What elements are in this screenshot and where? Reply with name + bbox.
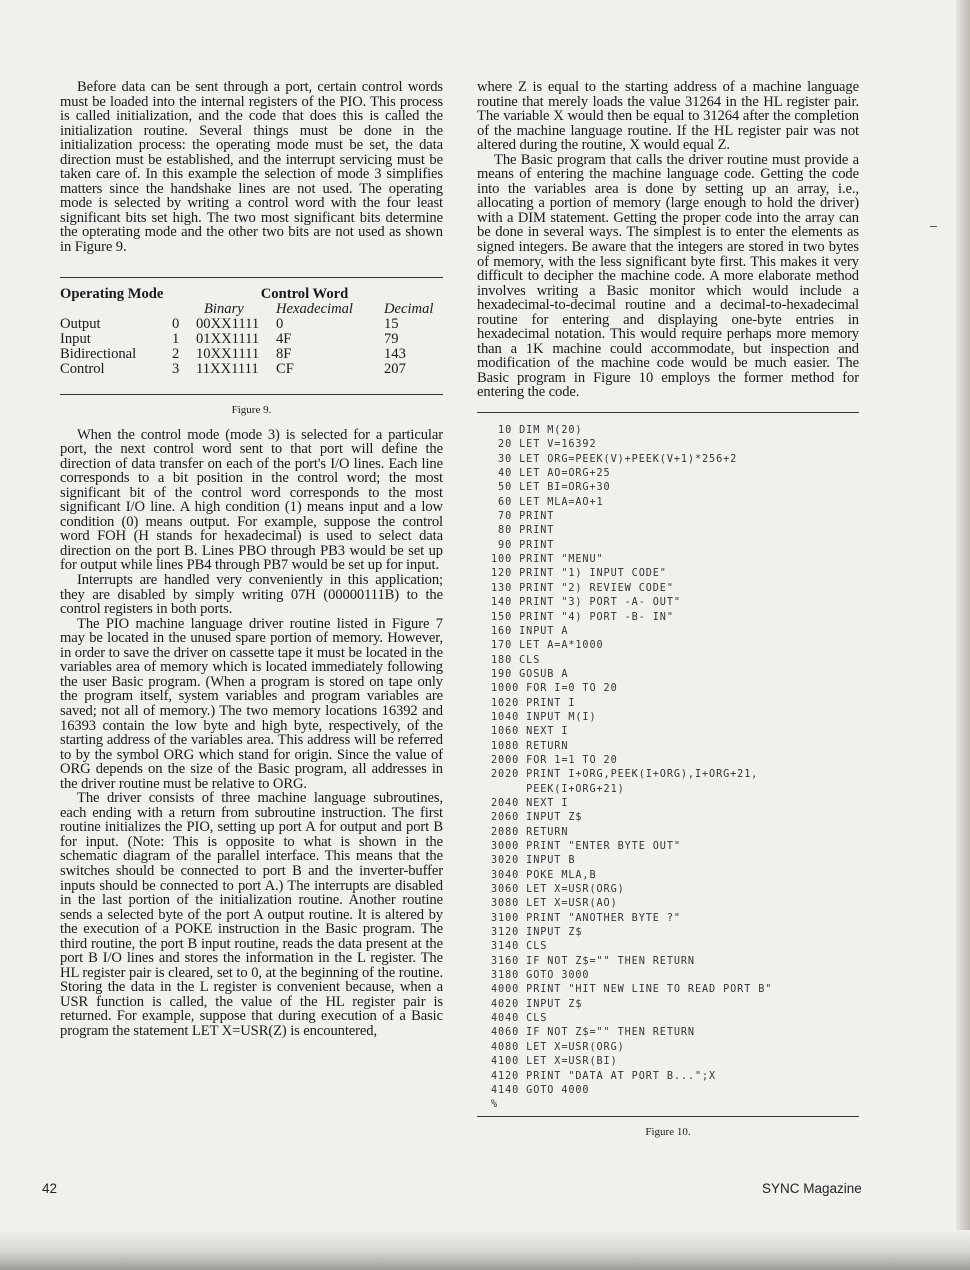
cell-num: 2 [172, 345, 180, 362]
operating-mode-table [60, 287, 443, 377]
subheader-decimal: Decimal [384, 300, 434, 317]
listing-line: 10 DIM M(20) [491, 425, 583, 437]
listing-line: 4080 LET X=USR(ORG) [491, 1041, 625, 1053]
table-row [60, 362, 443, 377]
listing-line: 60 LET MLA=AO+1 [491, 496, 604, 508]
figure-9-caption: Figure 9. [231, 403, 272, 416]
figure-10-caption: Figure 10. [645, 1125, 691, 1138]
subheader-hexadecimal: Hexadecimal [276, 300, 353, 317]
paragraph-control-mode: When the control mode (mode 3) is selected for a particular port, the next control word sent to that port will define the direction of data transfer on each of the port's I/O lines. Each line corresponds to a bit position in the control word; the most significant bit of the control word corresponds to the most significant I/O line. A high condition (1) means input and a low condition (0) means output. For example, suppose the control word FOH (H stands for hexadecimal) is used to select data direction on the port B. Lines PBO through PB3 would be set up for output while lines PB4 through PB7 would be set up for input. [60, 426, 443, 574]
cell-decimal: 207 [384, 360, 406, 377]
cell-hex: 8F [276, 345, 292, 362]
paragraph-interrupts: Interrupts are handled very conveniently in this application; they are disabled by simply writing 07H (00000111B) to the control registers in both ports. [60, 572, 443, 618]
page-edge-shadow [956, 0, 970, 1270]
cell-binary: 00XX1111 [196, 315, 260, 332]
listing-line: 2000 FOR 1=1 TO 20 [491, 754, 618, 766]
listing-line: 3040 POKE MLA,B [491, 869, 597, 881]
cell-num: 3 [172, 360, 180, 377]
cell-decimal: 79 [384, 330, 399, 347]
listing-line: 3000 PRINT "ENTER BYTE OUT" [491, 841, 681, 852]
right-column [477, 80, 859, 1138]
cell-binary: 11XX1111 [196, 360, 259, 377]
listing-line: 3020 INPUT B [491, 855, 576, 867]
cell-num: 1 [172, 330, 180, 347]
subheader-binary: Binary [204, 300, 244, 317]
listing-line: PEEK(I+ORG+21) [491, 783, 625, 795]
paragraph-initialization: Before data can be sent through a port, certain control words must be loaded into the internal registers of the PIO. This process is called initialization, and the code that does this is called the initialization routine. Several things must be done in the initialization process: the operating mode must be set, the data direction must be established, and the interrupt servicing must be taken care of. In this example the selection of mode 3 simplifies matters since the handshake lines are not used. The operating mode is selected by writing a control word with the four least significant bits set high. The two most significant bits determine the opterating mode and the other two bits are not used as shown in Figure 9. [60, 79, 443, 256]
table-top-rule [60, 277, 443, 278]
listing-line: 1040 INPUT M(I) [491, 711, 597, 723]
cell-mode: Input [60, 330, 91, 347]
listing-line: 4120 PRINT "DATA AT PORT B...";X [491, 1070, 717, 1082]
cell-hex: CF [276, 360, 294, 377]
header-operating-mode: Operating Mode [60, 285, 164, 302]
listing-line: 180 CLS [491, 654, 541, 666]
listing-line: 4000 PRINT "HIT NEW LINE TO READ PORT B" [491, 984, 773, 996]
cell-binary: 10XX1111 [196, 345, 260, 362]
listing-line: 80 PRINT [491, 525, 555, 537]
listing-line: 2020 PRINT I+ORG,PEEK(I+ORG),I+ORG+21, [491, 769, 759, 781]
cell-mode: Output [60, 315, 101, 332]
table-bottom-rule [60, 394, 443, 395]
listing-bottom-rule [477, 1116, 859, 1117]
page-bottom-shadow [0, 1230, 970, 1270]
cell-binary: 01XX1111 [196, 330, 260, 347]
listing-top-rule [477, 412, 859, 413]
listing-line: 2040 NEXT I [491, 797, 569, 809]
listing-line: 4100 LET X=USR(BI) [491, 1056, 618, 1068]
table-row [60, 347, 443, 362]
listing-line: 50 LET BI=ORG+30 [491, 482, 611, 494]
listing-line: 120 PRINT "1) INPUT CODE" [491, 568, 667, 580]
listing-line: 150 PRINT "4) PORT -B- IN" [491, 611, 674, 623]
paragraph-driver-location: The PIO machine language driver routine listed in Figure 7 may be located in the unused spare portion of memory. However, in order to save the driver on cassette tape it must be located in the variables area of memory which is located immediately following the user Basic program. (When a program is stored on tape only the program itself, system variables and program variables are saved; not all of memory.) The two memory locations 16392 and 16393 contain the low byte and high byte, respectively, of the starting address of the variables area. This address will be referred to by the symbol ORG which stand for origin. Since the value of ORG depends on the size of the Basic program, all addresses in the driver routine must be relative to ORG. [60, 615, 443, 792]
cell-decimal: 15 [384, 315, 399, 332]
listing-line: 3160 IF NOT Z$="" THEN RETURN [491, 955, 695, 967]
cell-decimal: 143 [384, 345, 406, 362]
listing-line: % [491, 1099, 499, 1111]
cell-num: 0 [172, 315, 180, 332]
listing-line: 160 INPUT A [491, 625, 569, 637]
basic-program-listing [477, 424, 859, 1113]
paragraph-usr-example: where Z is equal to the starting address of a machine language routine that merely loads the value 31264 in the HL register pair. The variable X would then be equal to 31264 after the completion of the machine language routine. If the HL register pair was not altered during the routine, X would equal Z. [477, 79, 859, 154]
listing-line: 100 PRINT "MENU" [491, 554, 604, 566]
cell-hex: 4F [276, 330, 292, 347]
cell-mode: Bidirectional [60, 345, 137, 362]
table-header-row [60, 287, 443, 302]
cell-hex: 0 [276, 315, 284, 332]
listing-line: 4060 IF NOT Z$="" THEN RETURN [491, 1027, 695, 1039]
listing-line: 4020 INPUT Z$ [491, 998, 583, 1010]
listing-line: 130 PRINT "2) REVIEW CODE" [491, 582, 674, 594]
table-subheader-row [60, 302, 443, 317]
listing-line: 2060 INPUT Z$ [491, 812, 583, 824]
listing-line: 3100 PRINT "ANOTHER BYTE ?" [491, 912, 681, 924]
header-control-word: Control Word [260, 285, 349, 302]
listing-line: 3120 INPUT Z$ [491, 927, 583, 939]
listing-line: 3140 CLS [491, 941, 548, 953]
paragraph-driver-subroutines: The driver consists of three machine language subroutines, each ending with a return from subroutine instruction. The first routine initializes the PIO, setting up port A for output and port B for input. (Note: This is opposite to what is shown in the schematic diagram of the parallel interface. This means that the switches should be connected to port B and the inverter-buffer inputs should be connected to port A.) The interrupts are disabled in the last portion of the initialization routine. Another routine sends a selected byte of the port A output routine. It is altered by the execution of a POKE instruction in the Basic program. The third routine, the port B input routine, reads the data present at the port B I/O lines and stores the information in the L register. The HL register pair is cleared, set to 0, at the beginning of the routine. Storing the data in the L register is convenient because, when a USR function is called, the value of the HL register pair is returned. For example, suppose that during execution of a Basic program the statement LET X=USR(Z) is encountered, [60, 790, 443, 1039]
listing-line: 90 PRINT [491, 539, 555, 551]
table-row [60, 317, 443, 332]
listing-line: 30 LET ORG=PEEK(V)+PEEK(V+1)*256+2 [491, 453, 738, 465]
listing-line: 170 LET A=A*1000 [491, 640, 604, 652]
listing-line: 140 PRINT "3) PORT -A- OUT" [491, 597, 681, 609]
listing-line: 70 PRINT [491, 511, 555, 523]
cell-mode: Control [60, 360, 105, 377]
listing-line: 1080 RETURN [491, 740, 569, 752]
page-number: 42 [42, 1181, 58, 1196]
listing-line: 190 GOSUB A [491, 668, 569, 680]
listing-line: 1060 NEXT I [491, 726, 569, 738]
paragraph-basic-program: The Basic program that calls the driver routine must provide a means of entering the machine language code. Getting the code into the variables area is done by setting up an array, i.e., allocating a portion of memory (large enough to hold the driver) with a DIM statement. Getting the proper code into the array can be done in several ways. The simplest is to enter the elements as signed integers. Be aware that the integers are stored in two bytes of memory, with the less significant byte first. This makes it very difficult to decipher the machine code. A more elaborate method involves writing a Basic monitor which would include a hexadecimal-to-decimal routine and a decimal-to-hexadecimal routine for entering and displaying one-byte entries in hexadecimal notation. This would require perhaps more memory than a 1K machine could accommodate, but inspection and modification of the machine code would be much easier. The Basic program in Figure 10 employs the former method for entering the code. [477, 151, 859, 401]
listing-line: 20 LET V=16392 [491, 439, 597, 451]
listing-line: 4040 CLS [491, 1013, 548, 1025]
listing-line: 3080 LET X=USR(AO) [491, 898, 618, 910]
listing-line: 3060 LET X=USR(ORG) [491, 884, 625, 896]
listing-line: 4140 GOTO 4000 [491, 1084, 590, 1096]
listing-line: 2080 RETURN [491, 826, 569, 838]
listing-line: 3180 GOTO 3000 [491, 970, 590, 982]
listing-line: 40 LET AO=ORG+25 [491, 468, 611, 480]
magazine-name: SYNC Magazine [762, 1181, 862, 1196]
margin-mark [930, 226, 937, 227]
listing-line: 1000 FOR I=0 TO 20 [491, 683, 618, 695]
table-row [60, 332, 443, 347]
listing-line: 1020 PRINT I [491, 697, 576, 709]
left-column [60, 80, 443, 1039]
